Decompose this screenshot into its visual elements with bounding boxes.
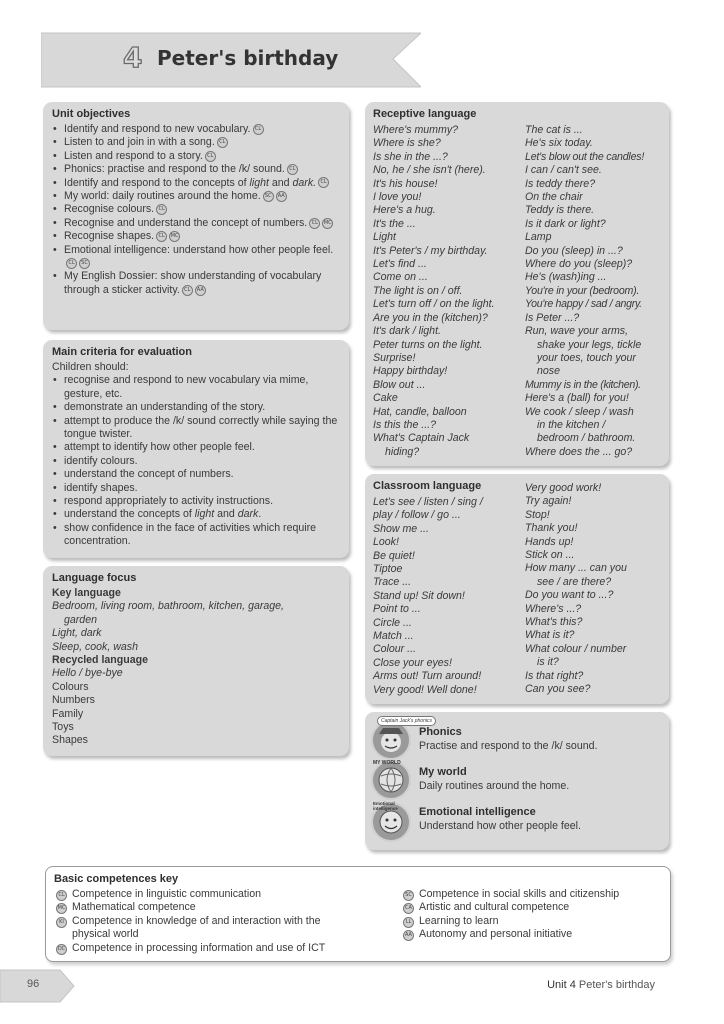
competence-icon: LL	[403, 917, 414, 928]
list-item: We cook / sleep / wash	[525, 405, 634, 418]
list-item: Try again!	[525, 495, 572, 508]
list-item: Where's mummy?	[373, 124, 459, 136]
competence-icon: SC	[263, 191, 274, 202]
list-item: Where does the ... go?	[525, 445, 633, 458]
competence-icon: CL	[182, 285, 193, 296]
list-item: Are you in the (kitchen)?	[373, 311, 488, 324]
list-item: Surprise!	[373, 351, 416, 364]
list-item: Point to ...	[373, 603, 421, 616]
classroom-right-column	[525, 482, 669, 697]
classroom-language-box	[365, 474, 669, 704]
list-item: Very good! Well done!	[373, 683, 477, 696]
list-item: • identify shapes.	[52, 482, 340, 495]
competence-icon: CL	[217, 137, 228, 148]
page-number: 96	[27, 978, 40, 990]
phonics-icon	[371, 720, 411, 760]
list-item: Do you (sleep) in ...?	[525, 244, 623, 257]
list-item: • Recognise shapes. CL MC	[52, 230, 340, 243]
list-item: CL Competence in linguistic communication	[54, 888, 384, 901]
list-item: Teddy is there.	[525, 204, 595, 217]
list-item: Let's blow out the candles!	[525, 150, 645, 163]
receptive-title: Receptive language	[373, 108, 477, 120]
list-item: • My world: daily routines around the home. SC AA	[52, 190, 340, 203]
list-item: bedroom / bathroom.	[537, 432, 636, 445]
list-item: What's this?	[525, 616, 583, 629]
list-item: MC Mathematical competence	[57, 901, 196, 914]
list-item: No, he / she isn't (here).	[373, 164, 486, 177]
list-item: Be quiet!	[373, 549, 415, 562]
emotional-intelligence-badge: Emotional intelligence	[373, 801, 398, 811]
list-item: • understand the concept of numbers.	[52, 468, 340, 481]
list-item: Let's turn off / on the light.	[373, 298, 495, 311]
list-item: Happy birthday!	[373, 365, 448, 378]
list-item: Stop!	[525, 508, 550, 521]
evaluation-intro: Children should:	[52, 361, 129, 373]
phonics-badge: Captain Jack's phonics	[377, 716, 436, 726]
competence-icon: CL	[66, 258, 77, 269]
page-number-tab	[0, 968, 80, 1004]
competence-icon: CL	[287, 164, 298, 175]
features-box	[365, 712, 669, 850]
objectives-box	[43, 102, 349, 330]
competence-icon: CL	[318, 177, 329, 188]
list-item: Colours	[52, 680, 89, 693]
list-item: Where do you (sleep)?	[525, 258, 633, 271]
phonics-title: Phonics	[419, 726, 462, 738]
competence-icon: KI	[56, 917, 67, 928]
list-item: • Phonics: practise and respond to the /k/ sound. CL	[52, 163, 340, 176]
list-item: Toys	[52, 721, 74, 734]
my-world-desc: Daily routines around the home.	[419, 780, 570, 792]
competence-icon: AA	[403, 930, 414, 941]
list-item: KI Competence in knowledge of and interaction with the	[54, 915, 384, 928]
list-item: Show me ...	[373, 522, 429, 535]
list-item: What's Captain Jack	[373, 432, 470, 445]
unit-banner	[41, 29, 421, 91]
list-item: • attempt to identify how other people feel.	[52, 441, 340, 454]
list-item: Stand up! Sit down!	[373, 589, 465, 602]
objectives-list	[52, 123, 340, 297]
emotional-intelligence-title: Emotional intelligence	[419, 806, 536, 818]
list-item: Where's ...?	[525, 602, 582, 615]
recycled-language-label: Recycled language	[52, 654, 148, 667]
list-item: I love you!	[373, 191, 422, 204]
competence-icon: CL	[309, 218, 320, 229]
list-item: Can you see?	[525, 683, 591, 696]
list-item: Hello / bye-bye	[52, 667, 123, 680]
list-item: • Identify and respond to new vocabulary. CL	[52, 123, 340, 136]
my-world-badge: MY WORLD	[373, 760, 401, 766]
list-item: I can / can't see.	[525, 164, 602, 177]
list-item: • Emotional intelligence: understand how other people feel.CL SC	[52, 244, 340, 271]
competences-right-column	[401, 888, 661, 942]
list-item: Light, dark	[52, 627, 102, 640]
list-item: hiding?	[385, 445, 420, 458]
list-item: Shapes	[52, 734, 88, 747]
list-item: • attempt to produce the /k/ sound correctly while saying the tongue twister.	[52, 415, 340, 442]
list-item: Circle ...	[373, 616, 412, 629]
footer-unit-label: Unit 4 Peter's birthday	[547, 979, 655, 991]
my-world-title: My world	[419, 766, 467, 778]
receptive-left-column	[373, 124, 525, 459]
competences-key-box	[45, 866, 671, 962]
list-item: AA Autonomy and personal initiative	[405, 928, 573, 941]
my-world-icon	[371, 760, 411, 800]
competence-icon: DC	[56, 944, 67, 955]
list-item: Look!	[373, 536, 399, 549]
list-item: Come on ...	[373, 271, 428, 284]
list-item: It's dark / light.	[373, 325, 441, 338]
list-item: Family	[52, 707, 84, 720]
key-language-label: Key language	[52, 587, 121, 599]
receptive-right-column	[525, 124, 669, 459]
list-item: nose	[537, 365, 560, 378]
competence-icon: AA	[276, 191, 287, 202]
list-item: What colour / number	[525, 642, 627, 655]
competences-title: Basic competences key	[54, 873, 179, 885]
list-item: shake your legs, tickle	[537, 338, 642, 351]
captain-jack-icon	[373, 722, 409, 758]
list-item: SC Competence in social skills and citizenship	[401, 888, 661, 901]
receptive-language-box	[365, 102, 669, 466]
list-item: Hands up!	[525, 535, 574, 548]
list-item: physical world	[72, 928, 139, 941]
list-item: • Listen to and join in with a song. CL	[52, 136, 340, 149]
list-item: Run, wave your arms,	[525, 325, 629, 338]
list-item: Cake	[373, 392, 398, 405]
list-item: Is she in the ...?	[373, 150, 448, 163]
list-item: It's his house!	[373, 177, 438, 190]
list-item: Close your eyes!	[373, 656, 452, 669]
list-item: Match ...	[373, 630, 414, 643]
competence-icon: CA	[403, 903, 414, 914]
list-item: You're in your (bedroom).	[525, 284, 640, 297]
list-item: • My English Dossier: show understanding of vocabulary through a sticker activity. CL AA	[52, 270, 340, 297]
unit-number: 4	[123, 41, 143, 74]
competence-icon: MC	[169, 231, 180, 242]
list-item: • show confidence in the face of activities which require concentration.	[52, 522, 340, 549]
list-item: Is this the ...?	[373, 418, 437, 431]
page-title: Peter's birthday	[157, 46, 339, 70]
list-item: The light is on / off.	[373, 284, 463, 297]
list-item: Sleep, cook, wash	[52, 640, 138, 653]
list-item: in the kitchen /	[537, 418, 606, 431]
list-item: Tiptoe	[373, 563, 403, 576]
language-focus-box	[43, 566, 349, 756]
competence-icon: MC	[56, 903, 67, 914]
list-item: • demonstrate an understanding of the story.	[52, 401, 340, 414]
classroom-left-column	[373, 496, 525, 697]
list-item: your toes, touch your	[537, 351, 636, 364]
list-item: Arms out! Turn around!	[373, 670, 482, 683]
list-item: CA Artistic and cultural competence	[401, 901, 661, 914]
list-item: How many ... can you	[525, 562, 627, 575]
list-item: Peter turns on the light.	[373, 338, 483, 351]
globe-icon	[373, 762, 409, 798]
phonics-desc: Practise and respond to the /k/ sound.	[419, 740, 598, 752]
list-item: Blow out ...	[373, 378, 426, 391]
competences-left-column	[54, 888, 384, 955]
list-item: • Recognise colours. CL	[52, 203, 340, 216]
list-item: Is Peter ...?	[525, 311, 580, 324]
list-item: LL Learning to learn	[401, 915, 661, 928]
list-item: Here's a hug.	[373, 204, 436, 217]
competence-icon: AA	[195, 285, 206, 296]
evaluation-box	[43, 340, 349, 558]
competence-icon: MC	[322, 218, 333, 229]
list-item: Let's see / listen / sing /	[373, 496, 483, 508]
list-item: Very good work!	[525, 482, 602, 494]
list-item: • respond appropriately to activity instructions.	[52, 495, 340, 508]
list-item: Lamp	[525, 231, 552, 244]
evaluation-list	[52, 374, 340, 548]
list-item: • identify colours.	[52, 455, 340, 468]
competence-icon: CL	[205, 151, 216, 162]
list-item: Thank you!	[525, 522, 578, 535]
list-item: Light	[373, 231, 396, 244]
list-item: DC Competence in processing information and use of ICT	[57, 941, 326, 954]
list-item: play / follow / go ...	[373, 509, 461, 522]
list-item: is it?	[537, 656, 559, 669]
list-item: Let's find ...	[373, 258, 427, 271]
language-focus-title: Language focus	[52, 572, 137, 584]
list-item: garden	[64, 613, 97, 626]
competence-icon: CL	[56, 890, 67, 901]
competence-icon: CL	[156, 231, 167, 242]
list-item: Numbers	[52, 694, 95, 707]
competence-icon: CL	[156, 204, 167, 215]
list-item: He's six today.	[525, 137, 593, 150]
list-item: • understand the concepts of light and dark.	[52, 508, 340, 521]
list-item: • recognise and respond to new vocabulary via mime, gesture, etc.	[52, 374, 340, 401]
list-item: Mummy is in the (kitchen).	[525, 378, 641, 391]
list-item: Is teddy there?	[525, 177, 596, 190]
objectives-title: Unit objectives	[52, 108, 131, 120]
list-item: • Listen and respond to a story. CL	[52, 150, 340, 163]
list-item: What is it?	[525, 629, 575, 642]
list-item: The cat is ...	[525, 124, 583, 136]
list-item: It's the ...	[373, 217, 416, 230]
competence-icon: SC	[79, 258, 90, 269]
list-item: see / are there?	[537, 575, 612, 588]
list-item: • Identify and respond to the concepts of light and dark. CL	[52, 177, 340, 190]
list-item: Where is she?	[373, 137, 441, 150]
list-item: Stick on ...	[525, 549, 575, 562]
list-item: • Recognise and understand the concept of numbers. CL MC	[52, 217, 340, 230]
list-item: Trace ...	[373, 576, 412, 589]
emotional-intelligence-desc: Understand how other people feel.	[419, 820, 581, 832]
list-item: Is it dark or light?	[525, 217, 606, 230]
list-item: Here's a (ball) for you!	[525, 392, 629, 405]
list-item: He's (wash)ing ...	[525, 271, 607, 284]
list-item: On the chair	[525, 191, 583, 204]
list-item: Bedroom, living room, bathroom, kitchen, garage,	[52, 600, 285, 613]
list-item: Hat, candle, balloon	[373, 405, 467, 418]
classroom-title: Classroom language	[373, 480, 482, 492]
list-item: Is that right?	[525, 669, 584, 682]
competence-icon: CL	[253, 124, 264, 135]
competence-icon: SC	[403, 890, 414, 901]
list-item: It's Peter's / my birthday.	[373, 244, 488, 257]
list-item: Do you want to ...?	[525, 589, 614, 602]
evaluation-title: Main criteria for evaluation	[52, 346, 192, 358]
list-item: Colour ...	[373, 643, 416, 656]
list-item: You're happy / sad / angry.	[525, 298, 642, 311]
